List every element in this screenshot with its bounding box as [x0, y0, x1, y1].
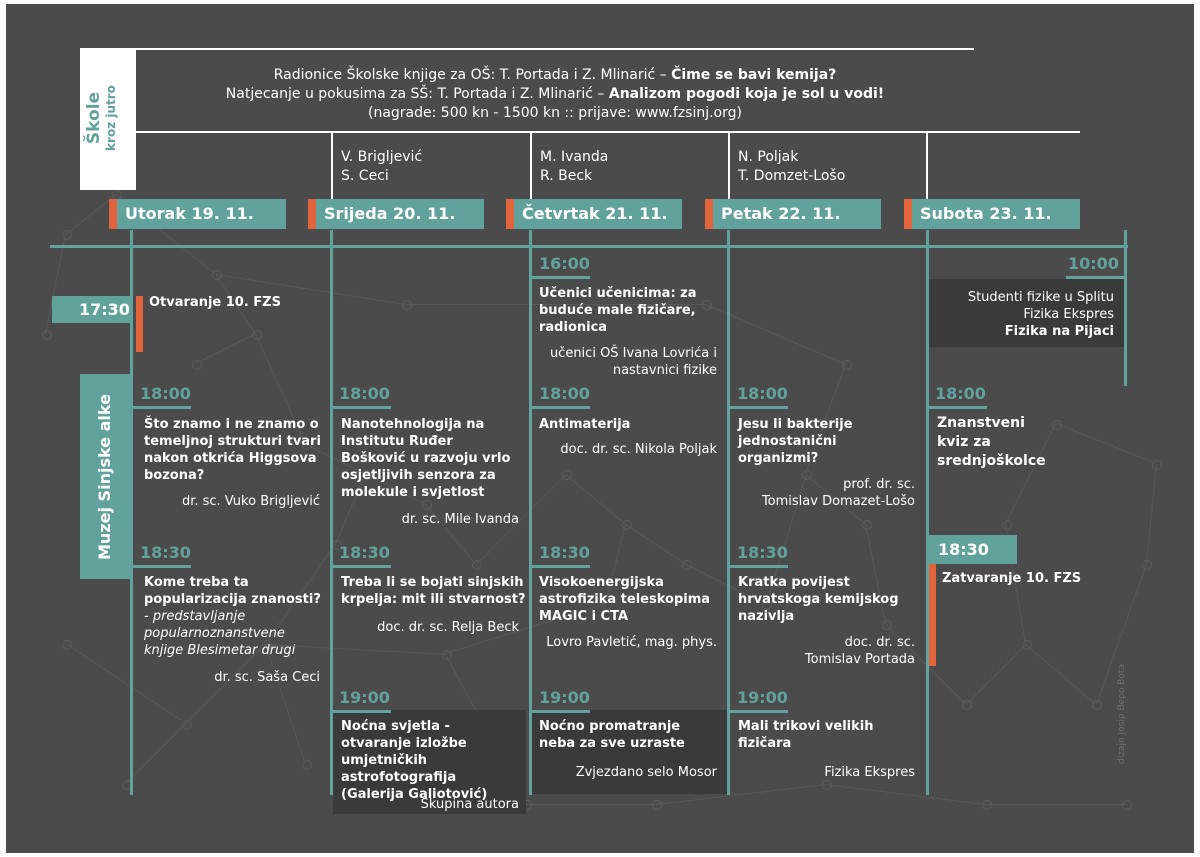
cetvrtak-e2-time: 18:30: [539, 543, 590, 562]
subota-e0-text: Studenti fizike u Splitu Fizika Ekspres Fizika na Pijaci: [967, 290, 1114, 339]
network-node: [1142, 560, 1152, 570]
subota-e1-time: 18:00: [935, 384, 986, 403]
cetvrtak-e2-title: Visokoenergijska astrofizika teleskopima MAGIC i CTA: [539, 575, 711, 624]
petak-e2-speaker-name: Tomislav Portada: [804, 652, 915, 667]
network-link: [526, 804, 656, 805]
network-link: [1025, 644, 1096, 705]
srijeda-e2-time-underline: [333, 565, 391, 568]
utorak-e1-time: 18:00: [140, 384, 191, 403]
srijeda-e3-time-underline: [333, 710, 391, 713]
srijeda-e3-speaker: Skupina autora: [420, 797, 519, 812]
host-divider-4: [926, 131, 928, 199]
network-node: [442, 650, 452, 660]
network-node: [1052, 420, 1062, 430]
network-link: [196, 333, 256, 364]
network-node: [652, 800, 662, 810]
day-header-petak: Petak 22. 11.: [713, 199, 881, 229]
network-node: [472, 560, 482, 570]
srijeda-e2-time: 18:30: [339, 543, 390, 562]
cetvrtak-e1-speaker: doc. dr. sc. Nikola Poljak: [560, 442, 717, 457]
day-marker-subota: [904, 199, 912, 229]
network-node: [422, 500, 432, 510]
day-header-srijeda: Srijeda 20. 11.: [316, 199, 484, 229]
petak-e3-time: 19:00: [737, 688, 788, 707]
network-link: [625, 524, 686, 565]
network-link: [966, 644, 1027, 705]
petak-e1-speaker-name: Tomislav Domazet-Lošo: [761, 494, 915, 509]
network-node: [1152, 460, 1162, 470]
petak-e1-speaker-title: prof. dr. sc.: [843, 477, 915, 492]
utorak-e1-title: Što znamo i ne znamo o temeljnoj strukturi tvari nakon otkrića Higgsova bozona?: [144, 417, 321, 483]
host-divider-2: [530, 131, 532, 199]
closing-marker: [929, 564, 936, 666]
cetvrtak-e0-time-underline: [532, 276, 590, 279]
network-node: [962, 700, 972, 710]
network-node: [182, 720, 192, 730]
cetvrtak-e3-time: 19:00: [539, 688, 590, 707]
closing-title: Zatvaranje 10. FZS: [942, 571, 1082, 586]
timeline-end: [1124, 230, 1127, 386]
network-node: [982, 800, 992, 810]
network-node: [622, 520, 632, 530]
timeline-utorak: [130, 230, 133, 795]
cetvrtak-e0-title: Učenici učenicima: za buduće male fizičare, radionica: [539, 286, 697, 335]
srijeda-e3-time: 19:00: [339, 688, 390, 707]
subota-e1-title: Znanstveni kviz za srednjoškolce: [937, 415, 1046, 469]
srijeda-e2-speaker: doc. dr. sc. Relja Beck: [377, 620, 519, 635]
cetvrtak-e0-time: 16:00: [539, 254, 590, 273]
header-top-line: [136, 48, 974, 50]
header-bottom-line: [136, 131, 1080, 133]
subota-e0-time: 10:00: [1068, 254, 1119, 273]
cetvrtak-e1-time: 18:00: [539, 384, 590, 403]
utorak-e2-time: 18:30: [140, 543, 191, 562]
network-node: [1022, 640, 1032, 650]
prizes-line: (nagrade: 500 kn - 1500 kn :: prijave: www.fzsinj.org): [368, 105, 742, 121]
petak-e3-title: Mali trikovi velikih fizičara: [738, 719, 874, 751]
hosts-cetvrtak: M. Ivanda R. Beck: [540, 149, 609, 184]
network-link: [265, 644, 306, 764]
network-node: [822, 780, 832, 790]
utorak-e1-speaker: dr. sc. Vuko Brigljević: [181, 494, 320, 509]
network-node: [402, 300, 412, 310]
header-text: [136, 66, 974, 123]
srijeda-e1-title: Nanotehnologija na Institutu Ruđer Bošković u razvoju vrlo osjetljivih senzora za molekule i svjetlost: [341, 417, 511, 500]
petak-e2-time: 18:30: [737, 543, 788, 562]
opening-time: 17:30: [79, 300, 130, 319]
petak-e1-time: 18:00: [737, 384, 788, 403]
cetvrtak-e1-title: Antimaterija: [539, 417, 631, 432]
venue-label: Muzej Sinjske alke: [95, 394, 114, 560]
host-divider-3: [728, 131, 730, 199]
utorak-e2-time-underline: [133, 565, 191, 568]
network-link: [565, 474, 626, 525]
petak-e2-title: Kratka povijest hrvatskoga kemijskog nazivlja: [738, 575, 899, 624]
srijeda-e1-speaker: dr. sc. Mile Ivanda: [401, 512, 519, 527]
subota-e1-time-underline: [929, 406, 987, 409]
petak-e3-speaker: Fizika Ekspres: [824, 765, 915, 780]
competition-line: Natjecanje u pokusima za SŠ: T. Portada i Z. Mlinarić – Analizom pogodi koja je sol u vodi!: [225, 86, 885, 102]
school-morning-label: [84, 63, 128, 173]
day-header-subota: Subota 23. 11.: [912, 199, 1080, 229]
timeline-axis: [50, 245, 1128, 248]
srijeda-e3-title: Noćna svjetla - otvaranje izložbe umjetničkih astrofotografija (Galerija Galiotović): [341, 719, 488, 802]
network-node: [842, 360, 852, 370]
petak-e2-speaker-title: doc. dr. sc.: [844, 635, 915, 650]
cetvrtak-e0-speaker: učenici OŠ Ivana Lovrića i nastavnici fizike: [549, 346, 717, 378]
network-node: [1002, 520, 1012, 530]
srijeda-e1-time: 18:00: [339, 384, 390, 403]
hosts-petak: N. Poljak T. Domzet-Lošo: [738, 149, 846, 184]
srijeda-e1-time-underline: [333, 406, 391, 409]
network-node: [42, 330, 52, 340]
cetvrtak-e1-time-underline: [532, 406, 590, 409]
cetvrtak-e3-speaker: Zvjezdano selo Mosor: [575, 765, 717, 780]
program-board: [6, 4, 1194, 853]
utorak-e1-time-underline: [133, 406, 191, 409]
network-link: [1056, 423, 1156, 464]
day-marker-petak: [705, 199, 713, 229]
cetvrtak-e3-title: Noćno promatranje neba za sve uzraste: [539, 719, 685, 751]
day-header-utorak: Utorak 19. 11.: [117, 199, 286, 229]
host-divider-1: [331, 131, 333, 199]
cetvrtak-e2-speaker: Lovro Pavletić, mag. phys.: [546, 635, 717, 650]
hosts-srijeda: V. Brigljević S. Ceci: [341, 149, 423, 184]
utorak-e2-speaker: dr. sc. Saša Ceci: [214, 670, 320, 685]
network-link: [826, 784, 986, 805]
day-header-cetvrtak: Četvrtak 21. 11.: [514, 199, 682, 229]
network-node: [1092, 700, 1102, 710]
school-label: Škole: [84, 91, 104, 145]
closing-time: 18:30: [938, 540, 989, 559]
utorak-e2-title: Kome treba ta popularizacija znanosti?: [144, 575, 321, 607]
network-link: [1146, 464, 1157, 564]
network-node: [562, 470, 572, 480]
day-marker-utorak: [109, 199, 117, 229]
utorak-e2-note: - predstavljanje popularnoznanstvene knjige Blesimetar drugi: [144, 609, 296, 658]
design-credit: dizajn Josip Bepo Bota: [1117, 664, 1127, 764]
petak-e2-time-underline: [730, 565, 788, 568]
network-link: [125, 723, 186, 784]
petak-e1-title: Jesu li bakterije jednostanični organizmi?: [738, 417, 853, 466]
network-node: [62, 640, 72, 650]
subota-e0-time-underline: [1066, 276, 1124, 279]
network-node: [1122, 800, 1132, 810]
network-node: [682, 560, 692, 570]
network-node: [192, 360, 202, 370]
srijeda-e2-title: Treba li se bojati sinjskih krpelja: mit ili stvarnost?: [341, 575, 526, 607]
network-link: [986, 804, 1126, 805]
school-sublabel: kroz jutro: [104, 85, 118, 151]
cetvrtak-e2-time-underline: [532, 565, 590, 568]
network-node: [302, 760, 312, 770]
opening-marker: [136, 296, 143, 352]
day-marker-cetvrtak: [506, 199, 514, 229]
petak-e3-time-underline: [730, 710, 788, 713]
network-node: [252, 330, 262, 340]
network-node: [62, 230, 72, 240]
network-node: [862, 520, 872, 530]
cetvrtak-e3-time-underline: [532, 710, 590, 713]
workshop-line: Radionice Školske knjige za OŠ: T. Portada i Z. Mlinarić – Čime se bavi kemija?: [273, 67, 837, 83]
opening-title: Otvaranje 10. FZS: [149, 295, 281, 310]
network-node: [212, 270, 222, 280]
day-marker-srijeda: [308, 199, 316, 229]
petak-e1-time-underline: [730, 406, 788, 409]
